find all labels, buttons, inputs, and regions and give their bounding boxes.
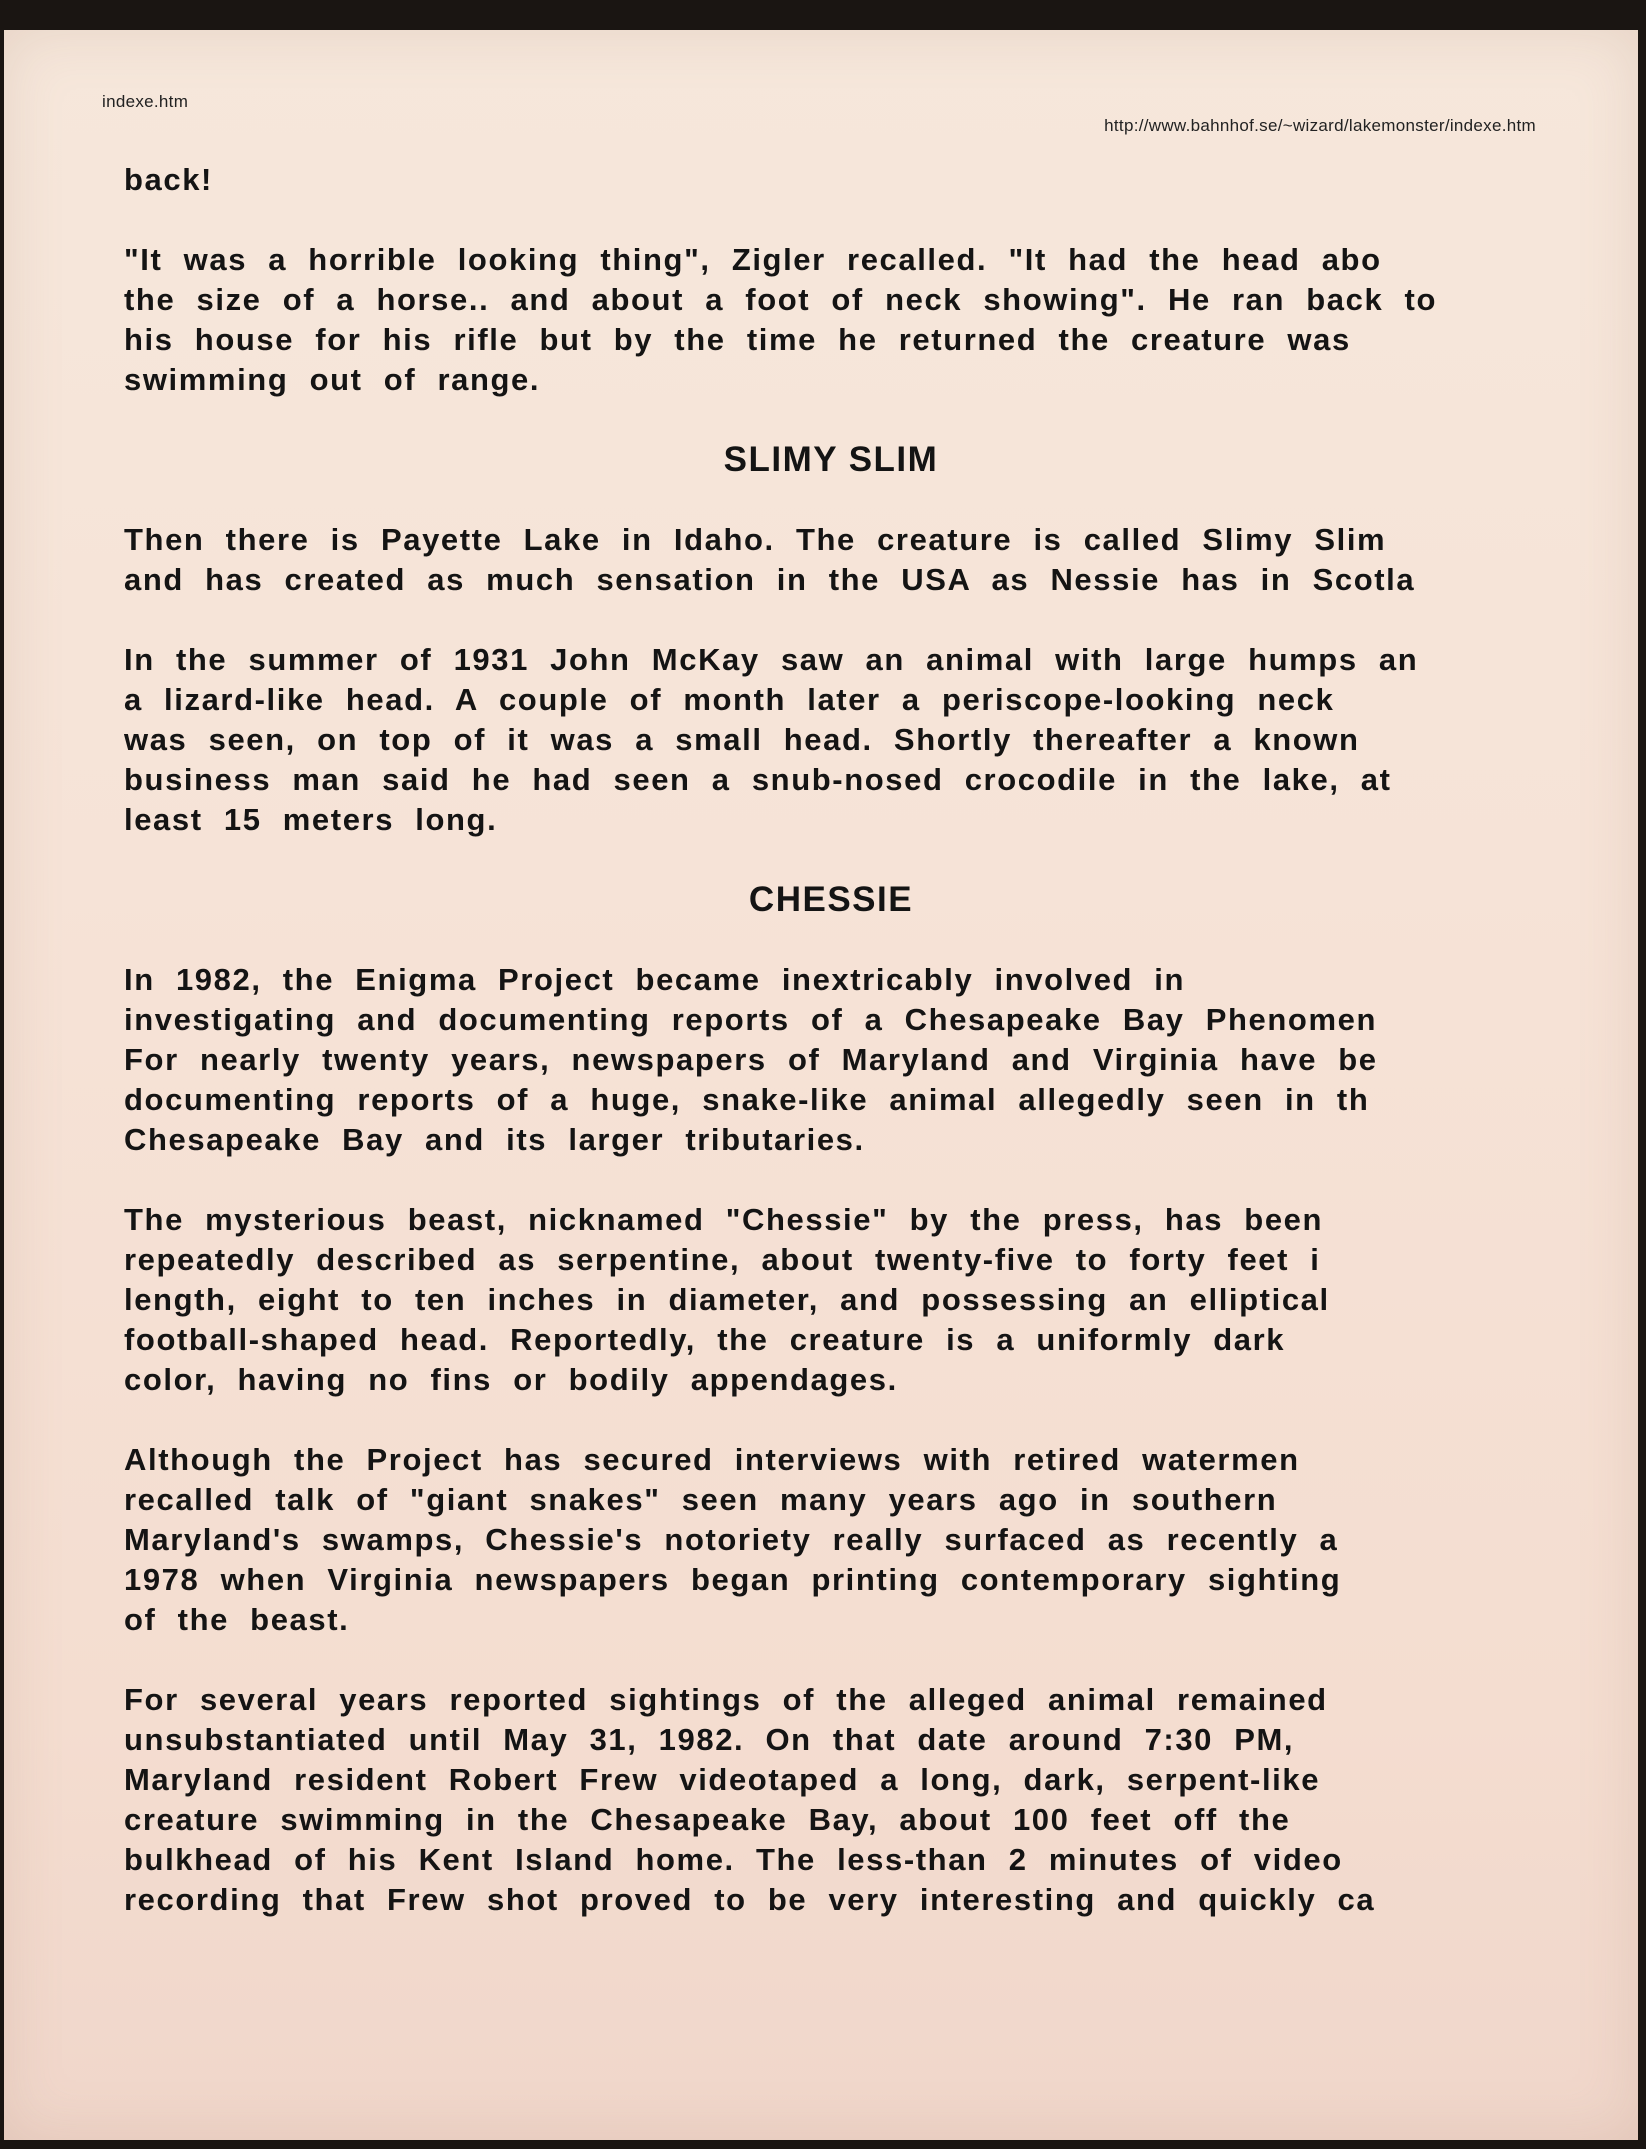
text-line: unsubstantiated until May 31, 1982. On that date around 7:30 PM, [124,1722,1295,1757]
text-line: a lizard-like head. A couple of month later a periscope-looking neck [124,682,1335,717]
document-body [124,160,1546,1920]
paragraph-enigma-project [124,960,1546,1160]
text-line: recording that Frew shot proved to be very interesting and quickly ca [124,1882,1376,1917]
text-line: Maryland resident Robert Frew videotaped a long, dark, serpent-like [124,1762,1321,1797]
text-line: investigating and documenting reports of a Chesapeake Bay Phenomen [124,1002,1377,1037]
text-line: and has created as much sensation in the USA as Nessie has in Scotla [124,562,1416,597]
text-line: For nearly twenty years, newspapers of Maryland and Virginia have be [124,1042,1378,1077]
text-line: Although the Project has secured interviews with retired watermen [124,1442,1300,1477]
text-line: was seen, on top of it was a small head. Shortly thereafter a known [124,722,1360,757]
text-line: For several years reported sightings of the alleged animal remained [124,1682,1328,1717]
paragraph-mysterious-beast [124,1200,1546,1400]
printed-page [4,30,1638,2140]
text-line: recalled talk of "giant snakes" seen many years ago in southern [124,1482,1278,1517]
text-line: Maryland's swamps, Chessie's notoriety really surfaced as recently a [124,1522,1339,1557]
text-line: least 15 meters long. [124,802,498,837]
text-line: his house for his rifle but by the time he returned the creature was [124,322,1351,357]
text-line: bulkhead of his Kent Island home. The less-than 2 minutes of video [124,1842,1343,1877]
text-line: back! [124,162,213,197]
text-line: In the summer of 1931 John McKay saw an animal with large humps an [124,642,1419,677]
text-line: business man said he had seen a snub-nosed crocodile in the lake, at [124,762,1392,797]
text-line: color, having no fins or bodily appendages. [124,1362,898,1397]
text-line: The mysterious beast, nicknamed "Chessie" by the press, has been [124,1202,1324,1237]
text-line: In 1982, the Enigma Project became inextricably involved in [124,962,1186,997]
text-line: repeatedly described as serpentine, about twenty-five to forty feet i [124,1242,1321,1277]
text-line: the size of a horse.. and about a foot of neck showing". He ran back to [124,282,1437,317]
paragraph-zigler [124,240,1546,400]
text-line: Chesapeake Bay and its larger tributaries. [124,1122,865,1157]
text-line: football-shaped head. Reportedly, the creature is a uniformly dark [124,1322,1286,1357]
text-line: 1978 when Virginia newspapers began printing contemporary sighting [124,1562,1342,1597]
text-line: "It was a horrible looking thing", Zigler recalled. "It had the head abo [124,242,1382,277]
intro-fragment [124,160,1546,200]
page-header-filename: indexe.htm [102,92,189,111]
text-line: documenting reports of a huge, snake-like animal allegedly seen in th [124,1082,1370,1117]
text-line: Then there is Payette Lake in Idaho. The creature is called Slimy Slim [124,522,1387,557]
text-line: creature swimming in the Chesapeake Bay, about 100 feet off the [124,1802,1291,1837]
text-line: length, eight to ten inches in diameter, and possessing an elliptical [124,1282,1330,1317]
text-line: of the beast. [124,1602,350,1637]
page-header-url: http://www.bahnhof.se/~wizard/lakemonster/indexe.htm [1104,116,1536,135]
paragraph-frew-video [124,1680,1546,1920]
paragraph-watermen [124,1440,1546,1640]
paragraph-mckay [124,640,1546,840]
paragraph-payette-lake [124,520,1546,600]
section-heading-slimy-slim: SLIMY SLIM [723,440,939,479]
section-heading-chessie: CHESSIE [748,880,914,919]
text-line: swimming out of range. [124,362,541,397]
